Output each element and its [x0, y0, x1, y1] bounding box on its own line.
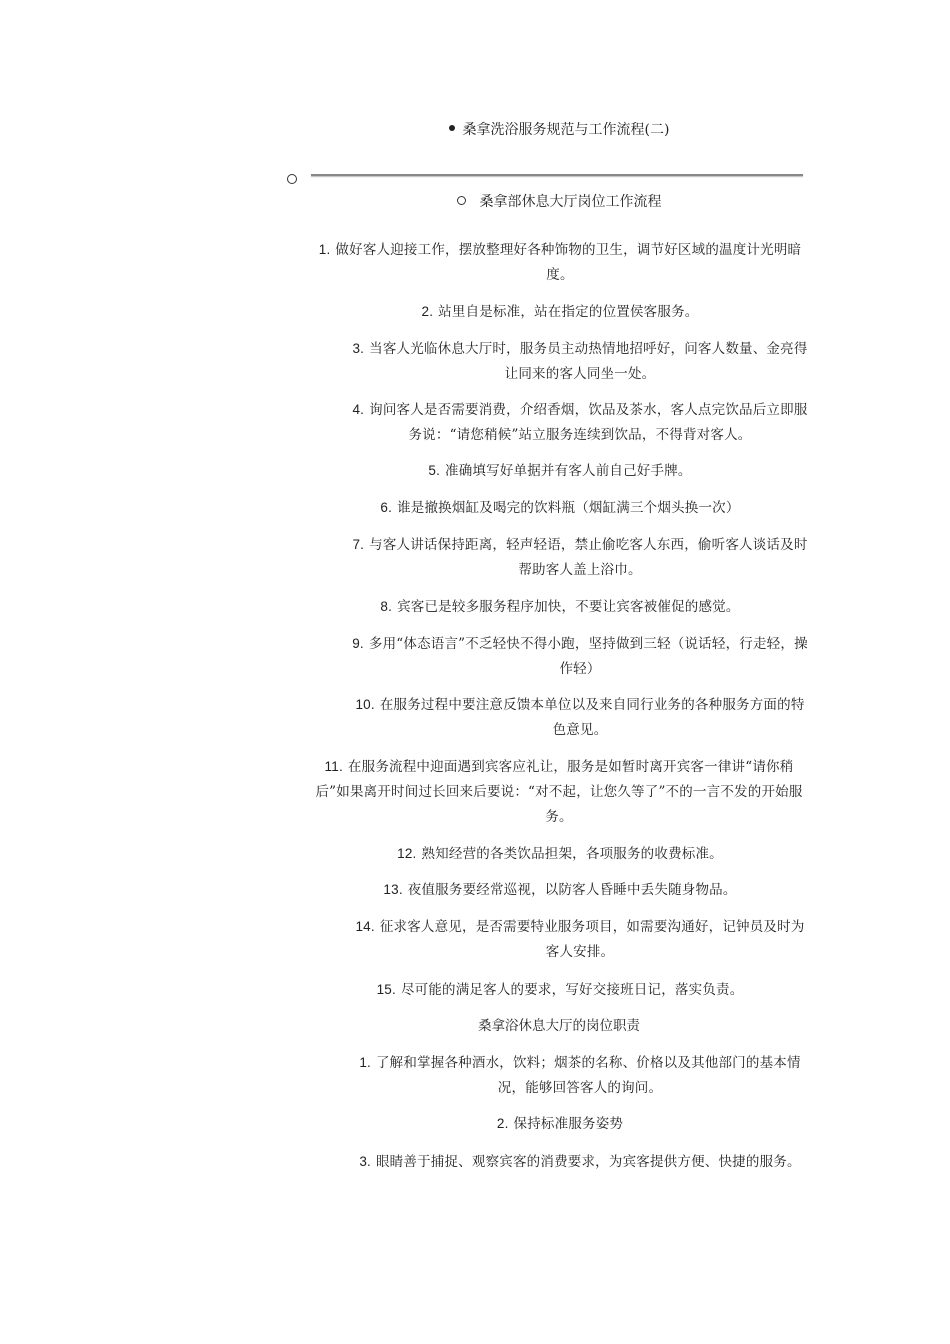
document-title: 桑拿洗浴服务规范与工作流程(二)	[310, 120, 808, 140]
workflow-item-12: 12. 熟知经营的各类饮品担架，各项服务的收费标准。	[397, 846, 723, 862]
duty-item-2: 2. 保持标准服务姿势	[496, 1116, 624, 1132]
hollow-bullet-icon	[457, 196, 466, 205]
hollow-bullet-icon	[287, 174, 297, 184]
workflow-item-13: 13. 夜值服务要经常巡视，以防客人昏睡中丢失随身物品。	[383, 882, 737, 898]
workflow-item-14: 14. 征求客人意见，是否需要特业服务项目，如需要沟通好，记钟员及时为客人安排。	[355, 919, 805, 960]
duty-item-1: 1. 了解和掌握各种酒水，饮料；烟茶的名称、价格以及其他部门的基本情况，能够回答客人的询问。	[359, 1055, 801, 1096]
workflow-item-15: 15. 尽可能的满足客人的要求，写好交接班日记，落实负责。	[376, 982, 744, 998]
duty-item-3: 3. 眼睛善于捕捉、观察宾客的消费要求，为宾客提供方便、快捷的服务。	[359, 1154, 801, 1170]
workflow-item-7: 7. 与客人讲话保持距离，轻声轻语，禁止偷吃客人东西，偷听客人谈话及时帮助客人盖上浴巾。	[352, 537, 808, 578]
bullet-icon	[449, 125, 455, 131]
workflow-item-6: 6. 谁是撤换烟缸及喝完的饮料瓶（烟缸满三个烟头换一次）	[380, 500, 740, 516]
workflow-item-9: 9. 多用“体态语言”不乏轻快不得小跑，坚持做到三轻（说话轻，行走轻，操作轻）	[352, 636, 808, 677]
workflow-item-4: 4. 询问客人是否需要消费，介绍香烟，饮品及茶水，客人点完饮品后立即服务说：“请您稍候”站立服务连续到饮品，不得背对客人。	[352, 402, 808, 443]
workflow-item-1: 1. 做好客人迎接工作，摆放整理好各种饰物的卫生，调节好区域的温度计光明暗度。	[318, 242, 802, 283]
workflow-item-5: 5. 准确填写好单据并有客人前自己好手牌。	[428, 463, 692, 479]
horizontal-rule	[311, 174, 803, 176]
workflow-item-10: 10. 在服务过程中要注意反馈本单位以及来自同行业务的各种服务方面的特色意见。	[355, 697, 805, 738]
workflow-item-3: 3. 当客人光临休息大厅时，服务员主动热情地招呼好，问客人数量、金亮得让同来的客人同坐一处。	[352, 341, 808, 382]
duties-title: 桑拿浴休息大厅的岗位职责	[478, 1018, 640, 1034]
workflow-item-2: 2. 站里自是标准，站在指定的位置侯客服务。	[421, 304, 699, 320]
workflow-item-8: 8. 宾客已是较多服务程序加快，不要让宾客被催促的感觉。	[380, 599, 740, 615]
section-title: 桑拿部休息大厅岗位工作流程	[310, 192, 808, 212]
workflow-item-11: 11. 在服务流程中迎面遇到宾客应礼让，服务是如暂时离开宾客一律讲“请你稍后”如果离开时间过长回来后要说：“对不起，让您久等了”不的一言不发的开始服务。	[315, 759, 803, 825]
